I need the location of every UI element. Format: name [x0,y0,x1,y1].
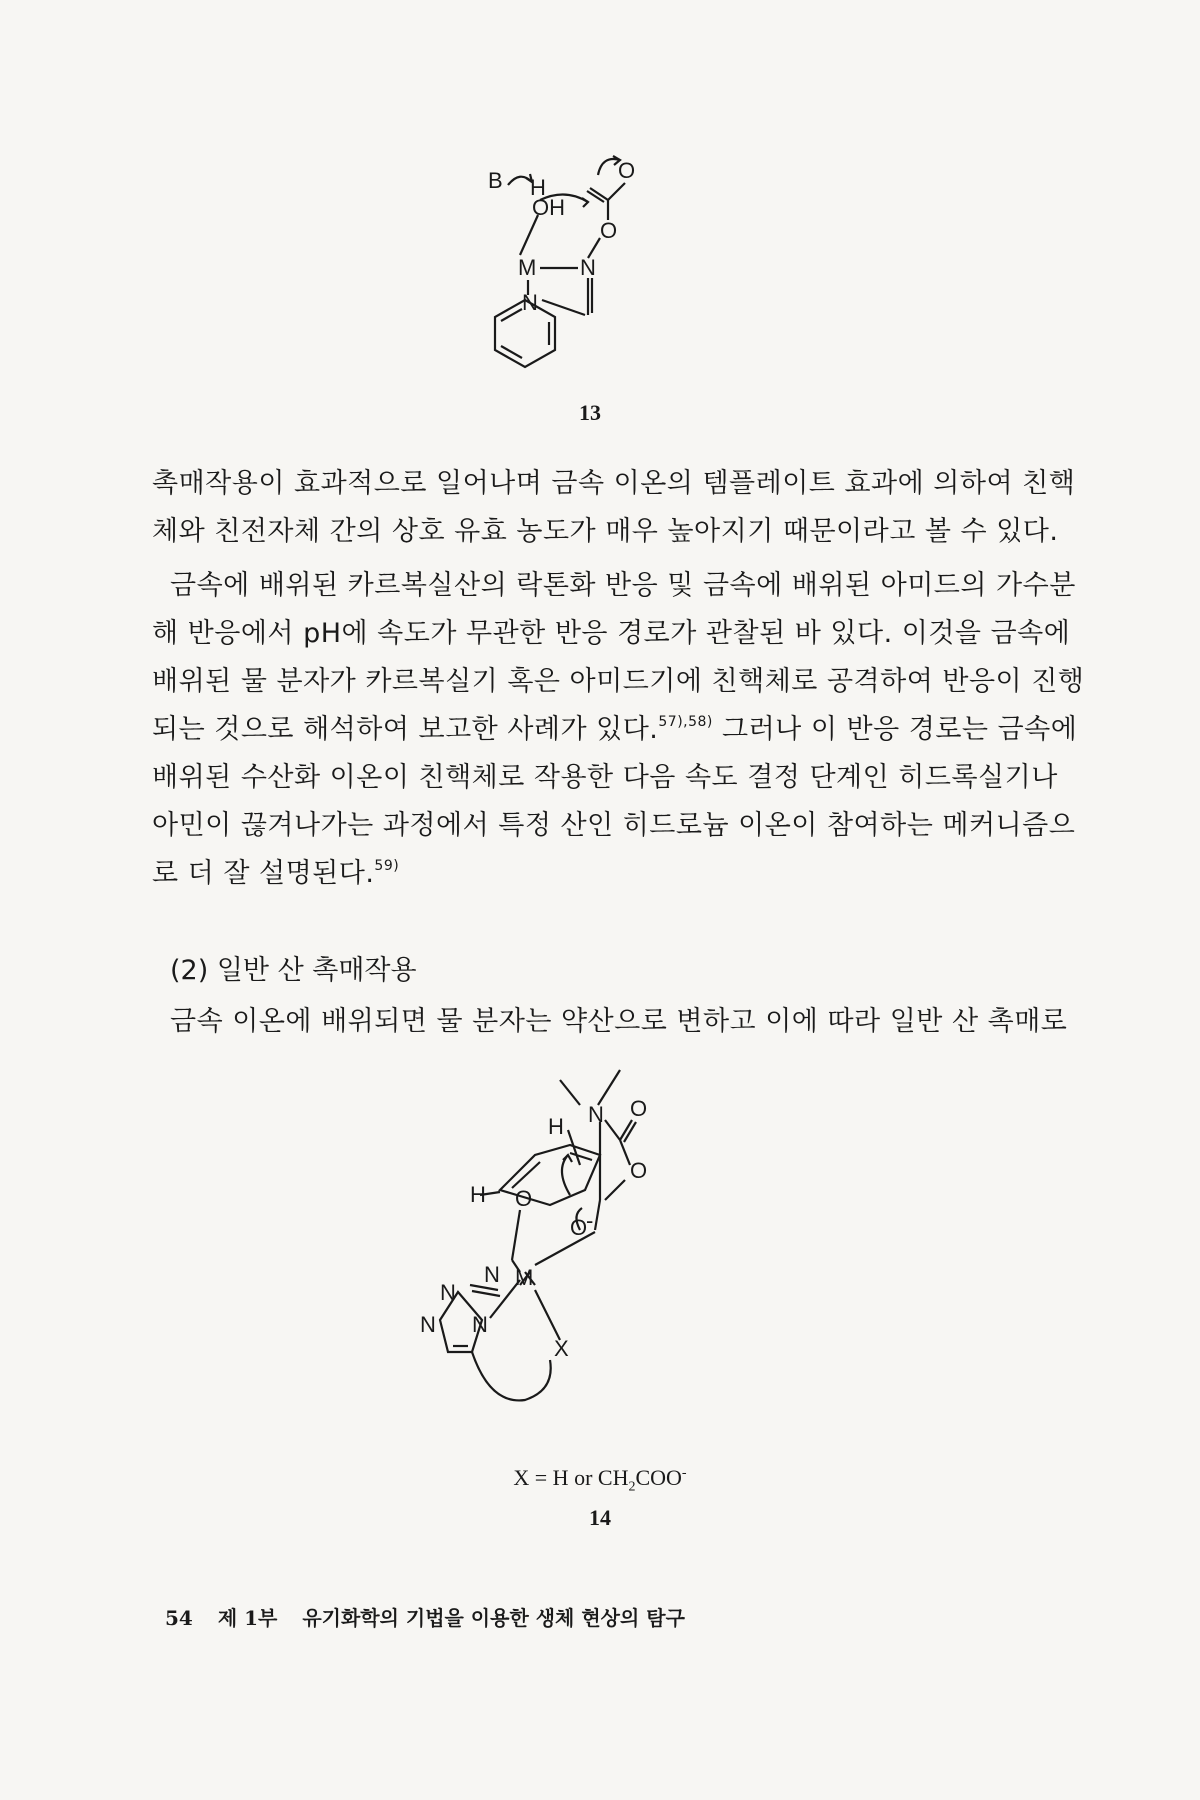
caption-subscript: 2 [628,1479,636,1495]
caption-superscript: - [681,1465,687,1481]
section-heading: (2) 일반 산 촉매작용 [170,955,417,986]
paragraph-3-line-1: 금속 이온에 배위되면 물 분자는 약산으로 변하고 이에 따라 일반 산 촉매로 [170,1006,1068,1037]
figure-13-label: 13 [579,400,601,425]
atom-n-ring: N [522,290,538,315]
atom-h-top: H [548,1114,564,1139]
atom-o-lactone: O [630,1158,648,1183]
atom-oh: OH [532,195,565,220]
citation-59: 59) [374,858,400,874]
paragraph-2-line-2: 해 반응에서 pH에 속도가 무관한 반응 경로가 관찰된 바 있다. 이것을 금속에 [152,618,1071,649]
paragraph-1 [152,460,1076,556]
paragraph-2-line-3: 배위된 물 분자가 카르복실기 혹은 아미드기에 친핵체로 공격하여 반응이 진행 [152,666,1085,697]
paragraph-2-line-5: 배위된 수산화 이온이 친핵체로 작용한 다음 속도 결정 단계인 히드록실기나 [152,762,1058,793]
structure-13-diagram [470,150,710,390]
atom-n-azo-2: N [484,1262,500,1287]
paragraph-3 [152,998,1068,1046]
book-title: 유기화학의 기법을 이용한 생체 현상의 탐구 [302,1606,685,1630]
atom-b: B [488,168,503,193]
atom-n-minus: N [420,1312,436,1337]
paragraph-1-line-2: 체와 친전자체 간의 상호 유효 농도가 매우 높아지기 때문이라고 볼 수 있다. [152,516,1059,547]
paragraph-2-line-6: 아민이 끊겨나가는 과정에서 특정 산인 히드로늄 이온이 참여하는 메커니즘으 [152,810,1076,841]
atom-o-aromatic: O [515,1186,533,1211]
atom-o-ester: O [600,218,618,243]
atom-n-imidazole: N [472,1312,488,1337]
paragraph-1-line-1: 촉매작용이 효과적으로 일어나며 금속 이온의 템플레이트 효과에 의하여 친핵 [152,468,1076,499]
citation-57-58: 57),58) [658,714,713,730]
paragraph-2-line-4-cont: 그러나 이 반응 경로는 금속에 [722,714,1078,745]
page-footer [165,1602,703,1631]
figure-14-caption [470,1465,730,1495]
atom-m-14: M [515,1265,534,1290]
atom-o-carbonyl-14: O [630,1096,648,1121]
atom-n-amine: N [588,1102,604,1127]
atom-o-carbonyl: O [618,158,636,183]
paragraph-2-line-7 [152,850,1052,898]
atom-m: M [518,255,537,280]
atom-n-oxime: N [580,255,596,280]
atom-x: X [554,1336,569,1361]
atom-n-azo-1: N [440,1280,456,1305]
atom-h: H [530,175,546,200]
figure-14 [420,1060,740,1460]
caption-prefix: X = H or CH [513,1465,629,1490]
figure-14-label: 14 [589,1505,611,1530]
atom-h-aromatic: H [470,1182,486,1207]
structure-14-diagram [420,1060,740,1460]
atom-o-minus: O [570,1215,588,1240]
page-number: 54 [165,1606,193,1630]
figure-13 [470,150,710,425]
paragraph-2-line-4-text: 되는 것으로 해석하여 보고한 사례가 있다. [152,714,659,745]
paragraph-2-line-4 [152,706,1078,754]
charge-minus: - [586,1208,594,1233]
paragraph-2-line-1: 금속에 배위된 카르복실산의 락톤화 반응 및 금속에 배위된 아미드의 가수분 [170,570,1076,601]
paragraph-2 [152,562,1085,898]
caption-suffix: COO [635,1465,682,1490]
part-label: 제 1부 [217,1606,278,1630]
paragraph-2-line-7-text: 로 더 잘 설명된다. [152,858,375,889]
